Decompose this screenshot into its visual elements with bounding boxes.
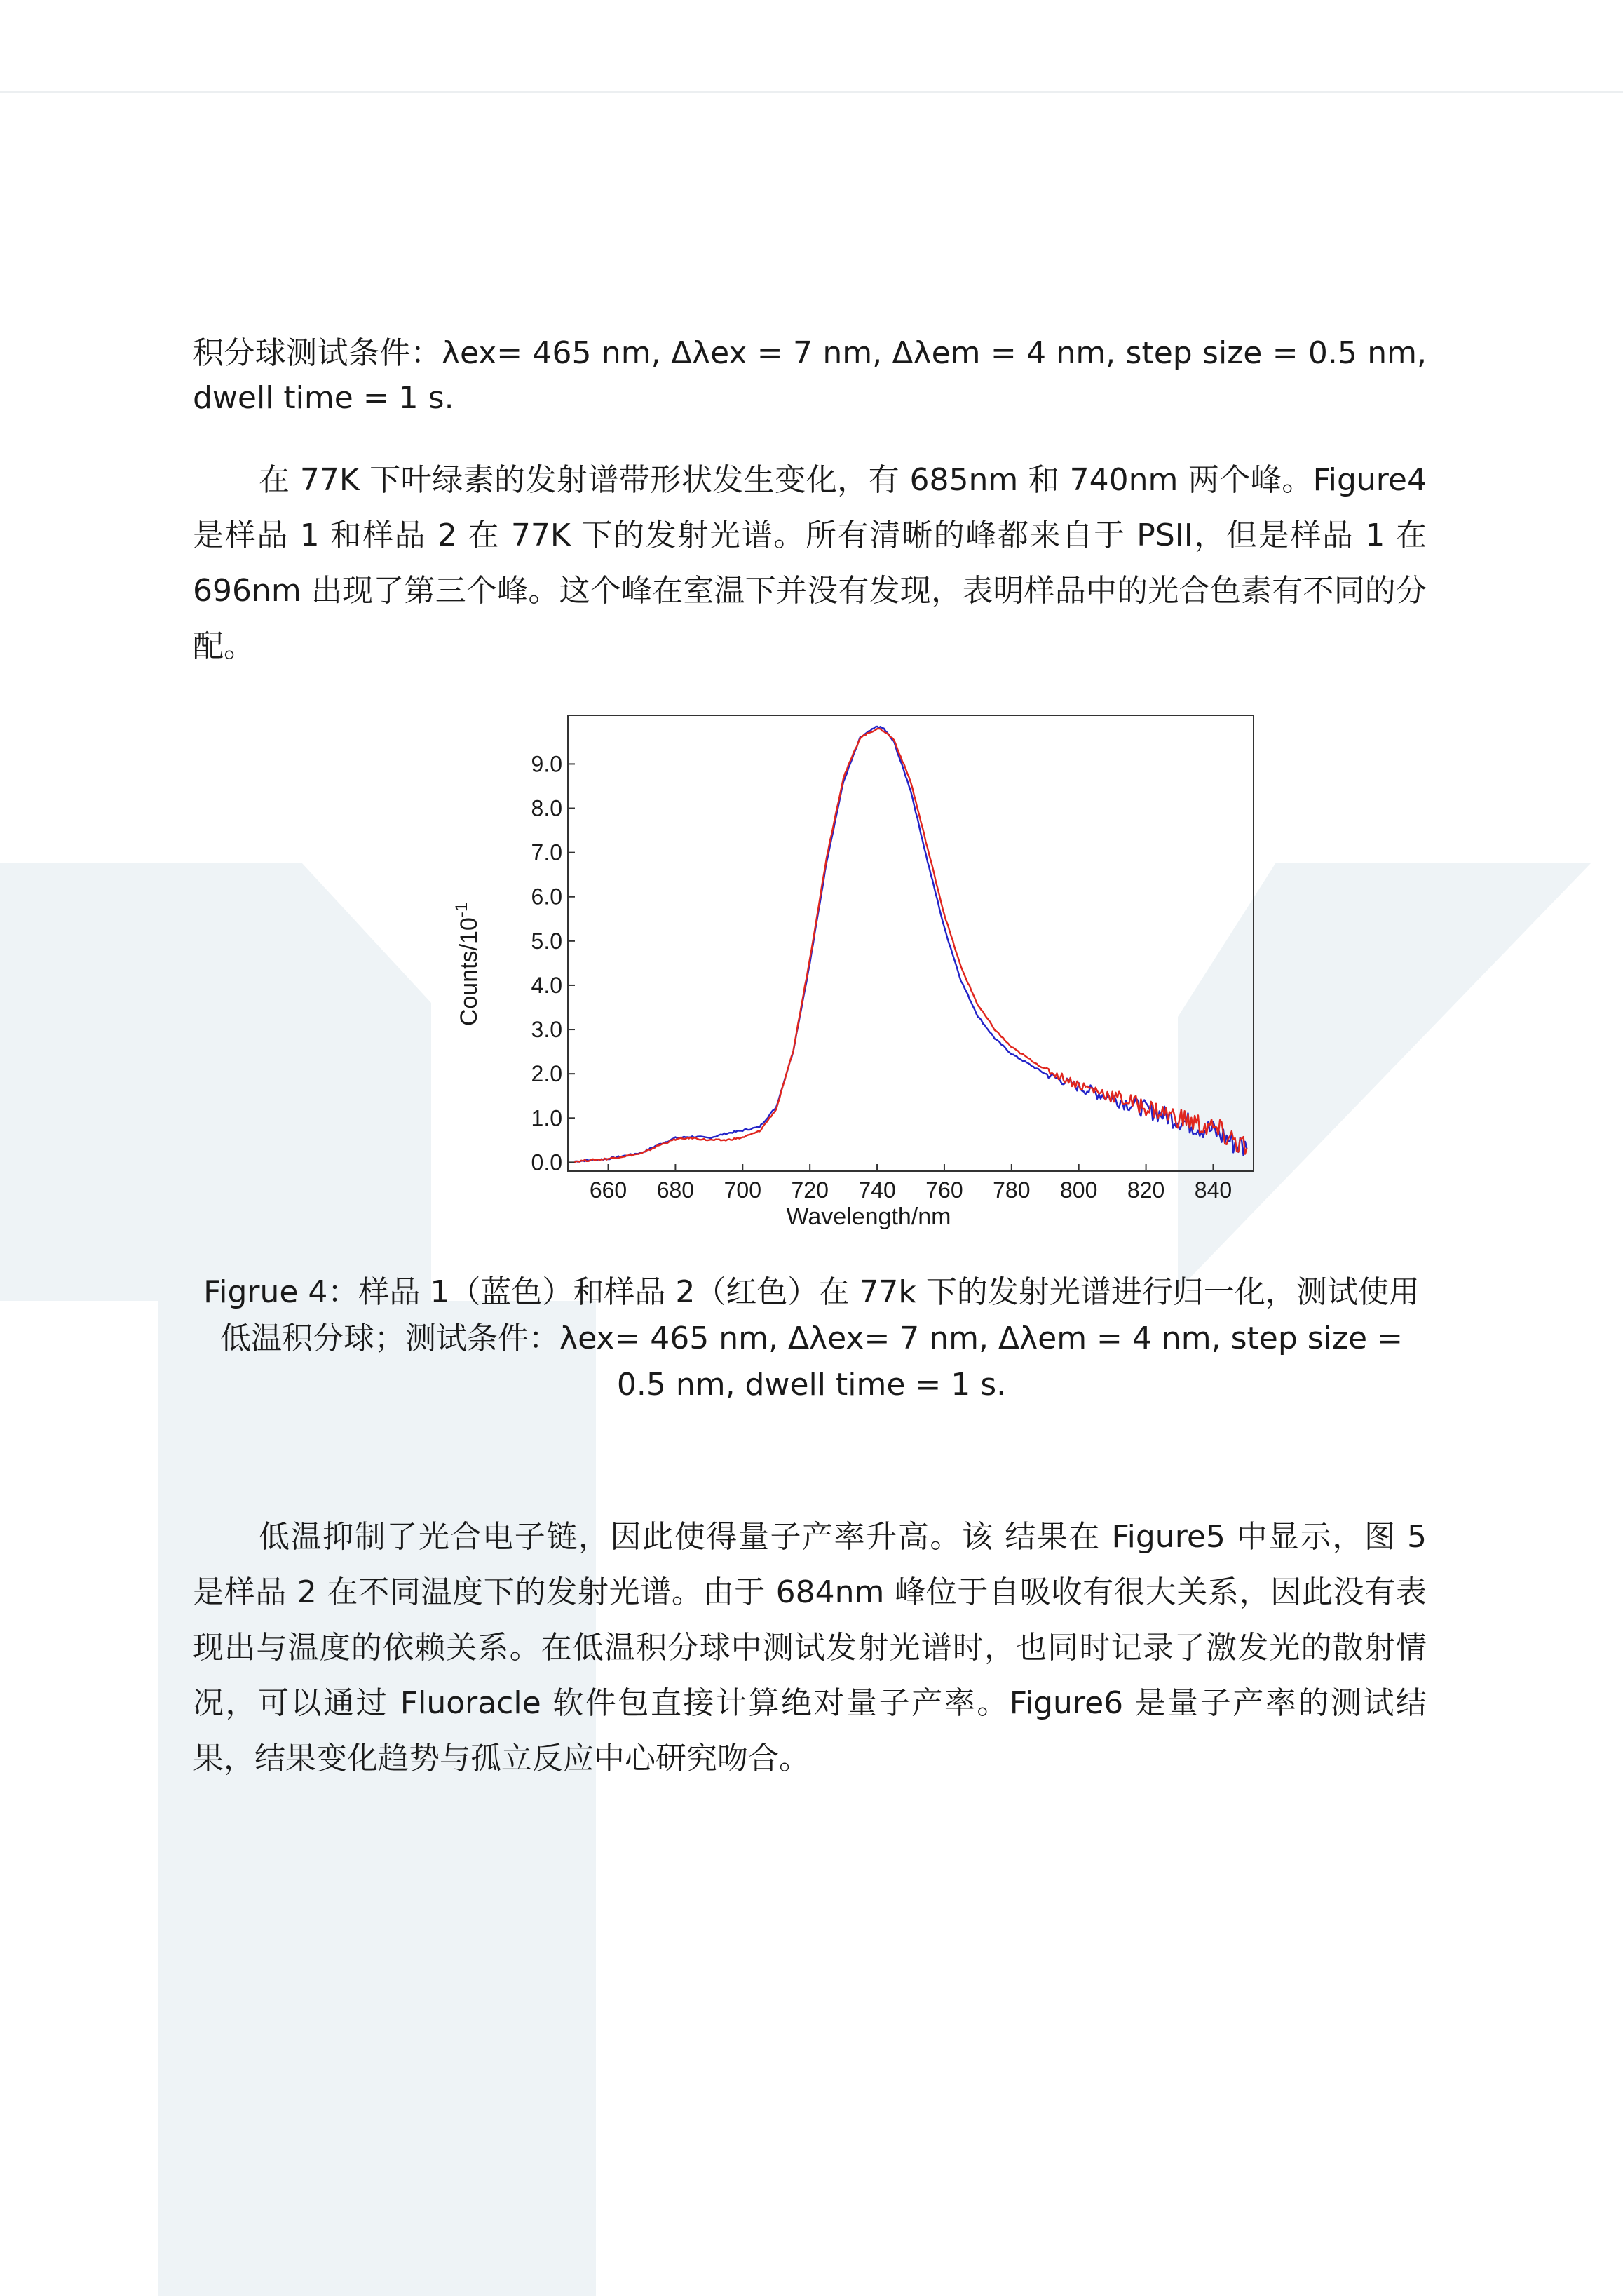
x-axis-label: Wavelength/nm (786, 1203, 951, 1230)
y-tick-label: 8.0 (531, 795, 562, 821)
y-tick-label: 6.0 (531, 884, 562, 910)
y-tick-label: 9.0 (531, 751, 562, 777)
emission-spectrum-chart (435, 701, 1276, 1241)
y-axis-label-base: Counts/10 (456, 917, 482, 1027)
y-tick-label: 4.0 (531, 972, 562, 998)
x-tick-label: 700 (724, 1177, 761, 1203)
series-lines (575, 727, 1247, 1163)
x-tick-label: 820 (1127, 1177, 1165, 1203)
axis-ticks (568, 764, 1213, 1171)
test-conditions-paragraph: 积分球测试条件：λex= 465 nm, Δλex = 7 nm, Δλem = 4 nm, step size = 0.5 nm, dwell time = 1 s. (193, 335, 1427, 416)
y-tick-label: 5.0 (531, 928, 562, 954)
series-line-blue (575, 727, 1247, 1162)
y-axis-label-exponent: -1 (452, 902, 471, 918)
x-tick-label: 660 (589, 1177, 627, 1203)
x-tick-label: 840 (1194, 1177, 1232, 1203)
x-tick-label: 800 (1060, 1177, 1098, 1203)
x-tick-label: 780 (993, 1177, 1031, 1203)
y-axis-label (452, 903, 482, 1026)
x-tick-label: 680 (656, 1177, 695, 1203)
y-tick-label: 2.0 (531, 1061, 562, 1087)
y-tick-label: 1.0 (531, 1105, 562, 1131)
low-temperature-paragraph: 低温抑制了光合电子链，因此使得量子产率升高。该 结果在 Figure5 中显示，图 5 是样品 2 在不同温度下的发射光谱。由于 684nm 峰位于自吸收有很大关系，因此没有表现出与温度的依赖关系。在低温积分球中测试发射光谱时，也同时记录了激发光的散射情况，可以通过 Fluoracle 软件包直接计算绝对量子产率。Figure6 是量子产率的测试结果，结果变化趋势与孤立反应中心研究吻合。 (193, 1519, 1427, 1776)
y-tick-label: 3.0 (531, 1017, 562, 1043)
x-tick-label: 720 (791, 1177, 829, 1203)
y-tick-label: 0.0 (531, 1149, 562, 1175)
tick-labels (531, 751, 1232, 1203)
figure-4-caption: Figrue 4：样品 1（蓝色）和样品 2（红色）在 77k 下的发射光谱进行归一化，测试使用低温积分球；测试条件：λex= 465 nm, Δλex= 7 nm, Δλem = 4 nm, step size = 0.5 nm, dwell time = 1 s. (203, 1274, 1420, 1403)
emission-77k-paragraph: 在 77K 下叶绿素的发射谱带形状发生变化，有 685nm 和 740nm 两个峰。Figure4 是样品 1 和样品 2 在 77K 下的发射光谱。所有清晰的峰都来自于 PSII，但是样品 1 在 696nm 出现了第三个峰。这个峰在室温下并没有发现，表明样品中的光合色素有不同的分配。 (193, 462, 1427, 664)
x-tick-label: 740 (858, 1177, 896, 1203)
y-tick-label: 7.0 (531, 839, 562, 865)
x-tick-label: 760 (925, 1177, 963, 1203)
